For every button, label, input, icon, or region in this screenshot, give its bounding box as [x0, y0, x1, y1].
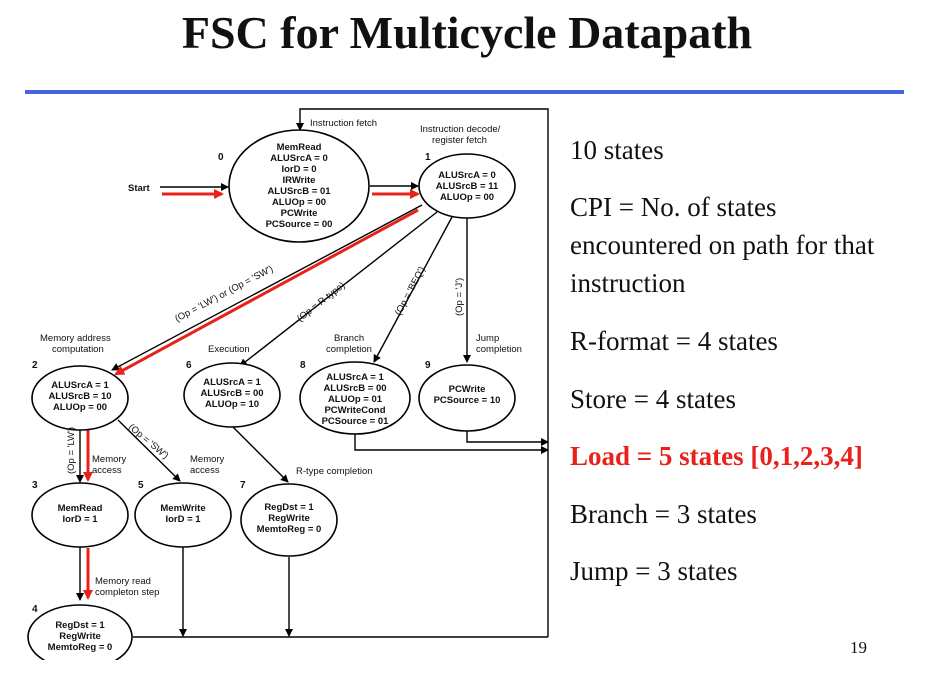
group-label-memaccess-5-1: Memory: [190, 454, 225, 465]
group-label-decode-1: Instruction decode/: [420, 124, 501, 135]
state-0-line: PCSource = 00: [265, 219, 333, 230]
state-1-line: ALUSrcA = 0: [438, 170, 496, 181]
state-1-line: ALUOp = 00: [439, 192, 495, 203]
state-2-line: ALUOp = 00: [52, 402, 108, 413]
cond-rtype: (Op = R-type): [295, 280, 348, 325]
state-0-line: ALUOp = 00: [271, 197, 327, 208]
state-0-line: MemRead: [276, 142, 322, 153]
state-8-line: ALUSrcA = 1: [326, 372, 384, 383]
state-6-number: 6: [186, 360, 192, 371]
state-7-line: RegDst = 1: [264, 502, 314, 513]
state-0-line: IRWrite: [282, 175, 316, 186]
state-3-number: 3: [32, 480, 38, 491]
group-label-memaccess-5-2: access: [190, 465, 220, 476]
fsm-diagram: [0, 100, 560, 660]
cond-lw: (Op = 'LW'): [66, 427, 77, 474]
state-6-line: ALUOp = 10: [204, 399, 260, 410]
state-0-line: ALUSrcA = 0: [270, 153, 328, 164]
note-jump: Jump = 3 states: [570, 556, 738, 586]
state-8-line: ALUSrcB = 00: [323, 383, 387, 394]
group-label-memread-1: Memory read: [95, 576, 151, 587]
group-label-memaddr-1: Memory address: [40, 333, 111, 344]
group-label-rtype: R-type completion: [296, 466, 373, 477]
note-cpi-1: CPI = No. of states: [570, 192, 777, 222]
state-9-line: PCWrite: [448, 384, 486, 395]
group-label-memaccess-3-2: access: [92, 465, 122, 476]
state-7-line: RegWrite: [268, 513, 310, 524]
group-label-execution: Execution: [208, 344, 250, 355]
note-cpi-2: encountered on path for that: [570, 230, 875, 260]
group-label-decode-2: register fetch: [432, 135, 487, 146]
state-4-line: RegDst = 1: [55, 620, 105, 631]
state-0-line: ALUSrcB = 01: [267, 186, 331, 197]
group-label-branch-2: completion: [326, 344, 372, 355]
state-5-line: IorD = 1: [165, 514, 201, 525]
state-0-line: PCWrite: [280, 208, 318, 219]
state-2-number: 2: [32, 360, 38, 371]
state-1-number: 1: [425, 152, 431, 163]
state-6-line: ALUSrcB = 00: [200, 388, 264, 399]
state-1-line: ALUSrcB = 11: [435, 181, 499, 192]
state-0-number: 0: [218, 152, 224, 163]
state-2-line: ALUSrcB = 10: [48, 391, 112, 402]
group-label-jump-2: completion: [476, 344, 522, 355]
state-9-number: 9: [425, 360, 431, 371]
edge-9-right: [467, 431, 548, 442]
start-label: Start: [128, 183, 150, 194]
note-load: Load = 5 states [0,1,2,3,4]: [570, 441, 863, 471]
state-5-number: 5: [138, 480, 144, 491]
state-3-line: IorD = 1: [62, 514, 98, 525]
state-8-line: PCSource = 01: [321, 416, 389, 427]
state-6-line: ALUSrcA = 1: [203, 377, 261, 388]
state-5-line: MemWrite: [160, 503, 206, 514]
state-8-number: 8: [300, 360, 306, 371]
note-branch: Branch = 3 states: [570, 499, 757, 529]
group-label-memaccess-3-1: Memory: [92, 454, 127, 465]
group-label-branch-1: Branch: [334, 333, 365, 344]
group-label-fetch: Instruction fetch: [310, 118, 378, 129]
state-2-line: ALUSrcA = 1: [51, 380, 109, 391]
note-store: Store = 4 states: [570, 384, 736, 414]
state-0-line: IorD = 0: [281, 164, 317, 175]
group-label-memread-2: completon step: [95, 587, 160, 598]
group-label-jump-1: Jump: [476, 333, 500, 344]
note-cpi-3: instruction: [570, 268, 686, 298]
note-rformat: R-format = 4 states: [570, 326, 778, 356]
page-number: 19: [850, 638, 867, 657]
cond-jump: (Op = 'J'): [454, 277, 465, 316]
title-divider: [25, 90, 904, 94]
slide-title: FSC for Multicycle Datapath: [181, 7, 753, 58]
cond-lw-sw: (Op = 'LW') or (Op = 'SW'): [173, 263, 276, 325]
cond-sw: (Op = 'SW'): [126, 421, 171, 462]
cond-beq: (Op = 'BEQ'): [392, 264, 428, 318]
state-4-line: RegWrite: [59, 631, 101, 642]
note-state-count: 10 states: [570, 135, 664, 165]
state-9-line: PCSource = 10: [433, 395, 501, 406]
state-4-number: 4: [32, 604, 38, 615]
state-3-line: MemRead: [57, 503, 103, 514]
state-7-line: MemtoReg = 0: [256, 524, 322, 535]
state-8-line: PCWriteCond: [324, 405, 386, 416]
state-7-number: 7: [240, 480, 246, 491]
state-4-line: MemtoReg = 0: [47, 642, 113, 653]
group-label-memaddr-2: computation: [52, 344, 104, 355]
edge-6-7: [232, 426, 288, 482]
state-8-line: ALUOp = 01: [327, 394, 383, 405]
